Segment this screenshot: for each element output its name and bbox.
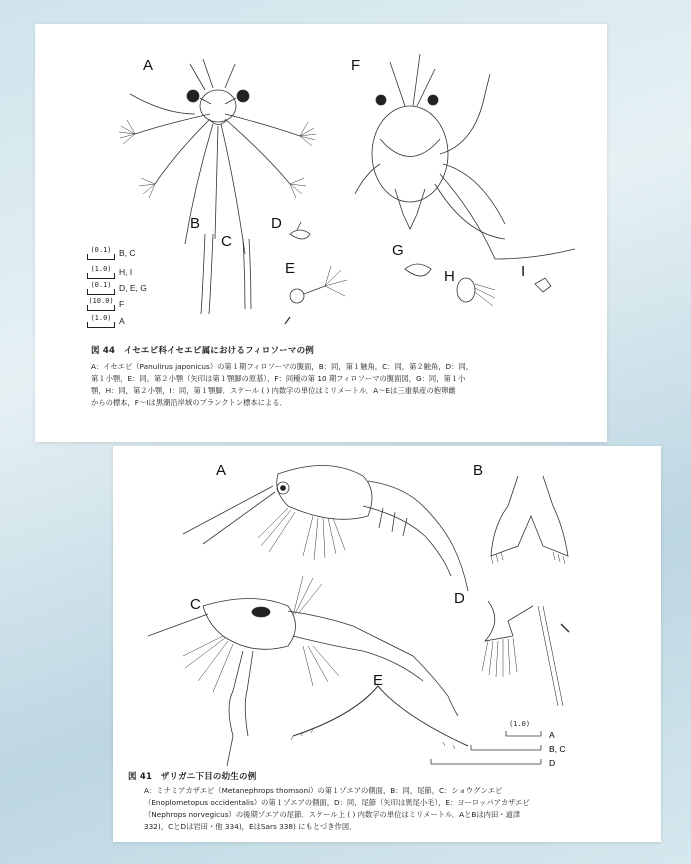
figure-41-caption (128, 770, 653, 833)
scale-bar-b-c (87, 246, 136, 260)
scale-bar-h-i (87, 265, 132, 279)
caption-line: 332)，CとDは岩田・他 334)，EはSars 338) にもとづき作図． (144, 822, 357, 831)
figure-label-b: B (190, 215, 201, 232)
telson-b-drawing (491, 476, 568, 564)
scale-bar-d-e-g (87, 281, 147, 295)
maxillule-g-drawing (405, 264, 431, 276)
maxilliped-i-drawing (535, 278, 551, 292)
scale-bar-f (87, 297, 124, 311)
figure-label-c: C (221, 233, 232, 250)
scale-label-d: D (549, 758, 556, 768)
maxillule-d-drawing (290, 222, 310, 239)
telson-d-drawing (482, 601, 569, 706)
telson-e-drawing (291, 686, 468, 749)
figure-label-b: B (473, 462, 484, 479)
scale-label: B, C (119, 248, 136, 258)
scale-bar-a (87, 314, 125, 328)
figure-label-d: D (271, 215, 282, 232)
scale-label: A (119, 316, 125, 326)
scale-value: (1.0) (509, 720, 531, 728)
caption-title: 図 44 イセエビ科イセエビ属におけるフィロソーマの例 (91, 346, 315, 356)
figure-label-a: A (143, 57, 154, 74)
top-figure-page (35, 24, 607, 442)
caption-line: 顎，H：同，第２小顎，I：同，第１顎脚．スケール ( ) 内数字の単位はミリメートル．A〜Eは三重県産の抱卵雌 (91, 386, 456, 395)
figure-44-caption (91, 344, 591, 409)
phyllosoma-f-drawing (355, 54, 575, 259)
caption-line: A：イセエビ（Panulirus japonicus）の第１期フィロソーマの腹面，B：同，第１触角，C：同，第２触角，D：同， (91, 362, 474, 371)
scale-label-a: A (549, 730, 555, 740)
antenna-b-drawing (201, 234, 213, 314)
zoea-a-drawing (183, 462, 468, 591)
scale-label-b-c: B, C (549, 744, 566, 754)
maxilla-h-drawing (457, 278, 495, 306)
figure-label-i: I (521, 263, 526, 280)
caption-line: 第１小顎，E：同，第２小顎（矢印は第１顎脚の原基），F：同種の第 10 期フィロソーマの腹面図，G：同，第１小 (91, 374, 466, 383)
figure-label-e: E (373, 672, 384, 689)
scale-label: F (119, 299, 125, 309)
scale-value: (1.0) (90, 265, 112, 273)
figure-label-c: C (190, 596, 201, 613)
figure-label-g: G (392, 242, 404, 259)
phyllosoma-a-drawing (119, 59, 316, 254)
caption-line: からの標本，F〜Iは黒潮沿岸域のプランクトン標本による． (91, 398, 287, 407)
scale-value: (0.1) (90, 281, 112, 289)
scale-label: D, E, G (119, 283, 147, 293)
bottom-figure-page (113, 446, 661, 842)
figure-label-d: D (454, 590, 465, 607)
scale-value: (1.0) (90, 314, 112, 322)
scale-value: (10.0) (88, 297, 114, 305)
caption-line: A：ミナミアカザエビ（Metanephrops thomsoni）の第１ゾエアの側面，B：同，尾節，C：ショウグンエビ (144, 786, 503, 795)
scale-value: (0.1) (90, 246, 112, 254)
caption-line: （Enoplometopus occidentalis）の第１ゾエアの側面，D：同，尾節（矢印は異尾小毛），E：ヨーロッパアカザエビ (144, 798, 530, 807)
scale-label: H, I (119, 267, 133, 277)
caption-line: （Nephrops norvegicus）の後期ゾエアの尾節．スケール上 ( ) 内数字の単位はミリメートル．AとBは内田・道津 (144, 810, 521, 819)
figure-label-e: E (285, 260, 296, 277)
figure-label-a: A (216, 462, 227, 479)
figure-label-h: H (444, 268, 455, 285)
figure-label-f: F (351, 57, 361, 74)
caption-title: 図 41 ザリガニ下目の幼生の例 (128, 772, 257, 782)
